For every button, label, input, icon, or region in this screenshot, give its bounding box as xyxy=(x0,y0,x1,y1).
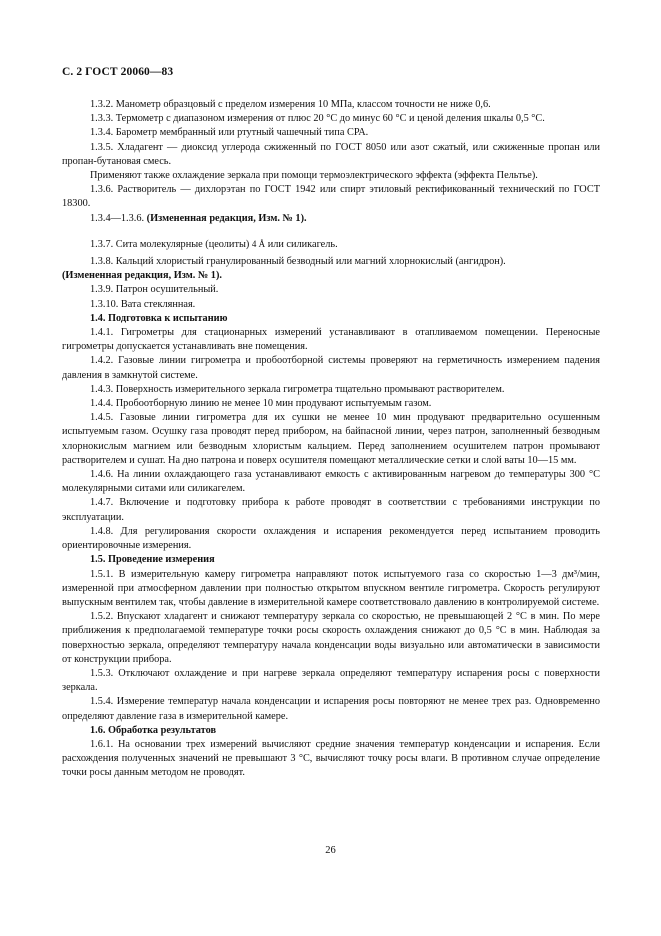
section-heading-text: 1.4. Подготовка к испытанию xyxy=(90,312,228,324)
clause-paragraph xyxy=(62,237,600,252)
clause-text: 1.4.1. Гигрометры для стационарных измерений устанавливают в отапливаемом помещении. Переносные гигрометры допускается устанавливать вне помещения. xyxy=(62,327,600,353)
pore-size-mark: 4 Å xyxy=(251,238,266,249)
clause-text: 1.3.5. Хладагент — диоксид углерода сжиженный по ГОСТ 8050 или азот сжатый, или сжиженные пропан или пропан-бутановая смесь. xyxy=(62,141,600,167)
clause-text: 1.4.4. Пробоотборную линию не менее 10 мин продувают испытуемым газом. xyxy=(90,398,432,410)
page-number: 26 xyxy=(325,845,336,856)
clause-text: 1.5.3. Отключают охлаждение и при нагреве зеркала определяют температуру испарения росы с поверхности зеркала. xyxy=(62,667,600,694)
clause-text: 1.3.7. Сита молекулярные (цеолиты) xyxy=(90,238,250,250)
clause-text-tail: или силикагель. xyxy=(267,238,338,250)
clause-text: 1.4.2. Газовые линии гигрометра и пробоотборной системы проверяют на герметичность измерением падения давления в замкнутой системе. xyxy=(62,355,600,381)
section-heading xyxy=(62,312,600,326)
clause-text: 1.3.4. Барометр мембранный или ртутный чашечный типа СРА. xyxy=(90,127,369,139)
clause-paragraph xyxy=(62,141,600,169)
clause-text: 1.4.7. Включение и подготовку прибора к работе проводят в соответствии с требованиями инструкции по эксплуатации. xyxy=(62,497,600,523)
amendment-note xyxy=(62,269,600,283)
clause-paragraph xyxy=(62,496,600,524)
clause-text: 1.3.9. Патрон осушительный. xyxy=(90,284,219,296)
clause-paragraph xyxy=(62,354,600,382)
clause-paragraph xyxy=(62,383,600,397)
clause-paragraph xyxy=(62,298,600,312)
clause-text: 1.3.4—1.3.6. xyxy=(90,212,145,224)
clause-paragraph xyxy=(62,283,600,297)
clause-paragraph xyxy=(62,738,600,781)
section-heading-text: 1.6. Обработка результатов xyxy=(90,724,217,736)
clause-text: 1.4.8. Для регулирования скорости охлаждения и испарения рекомендуется перед испытанием проводить ориентировочные измерения. xyxy=(62,525,600,552)
clause-text: 1.4.6. На линии охлаждающего газа устанавливают емкость с активированным нагревом до температуры 300 °С молекулярными ситами или силикагелем. xyxy=(62,469,600,495)
clause-text: 1.5.2. Впускают хладагент и снижают температуру зеркала со скоростью, не превышающей 2 °С в мин. По мере приближения к предполагаемой температуре точки росы скорость охлаждения снижают до 0,5 °С в мин. Наблюдая за поверхностью зеркала, определяют температуру начала конденсации воды визуально или автоматически в зависимости от конструкции прибора. xyxy=(62,611,600,665)
clause-text: 1.5.1. В измерительную камеру гигрометра направляют поток испытуемого газа со скоростью 1—3 дм³/мин, измеренной при атмосферном давлении при полностью открытом впускном вентиле гигрометра. Скорость регулируют выпускным вентилем так, чтобы давление в измерительной камере соответствовало давлению в контролируемой системе. xyxy=(62,568,600,608)
clause-paragraph xyxy=(62,98,600,112)
clause-text: 1.4.3. Поверхность измерительного зеркала гигрометра тщательно промывают растворителем. xyxy=(90,383,505,395)
clause-paragraph xyxy=(62,610,600,667)
clause-paragraph xyxy=(62,695,600,723)
clause-paragraph xyxy=(62,126,600,140)
amendment-note-text: (Измененная редакция, Изм. № 1). xyxy=(146,212,307,224)
clause-text: 1.6.1. На основании трех измерений вычисляют средние значения температур конденсации и испарения. Если расхождения полученных значений не превышают 3 °С, вычисляют точку росы влаги. В противном случае определение точки росы данным методом не проводят. xyxy=(62,738,600,779)
clause-paragraph xyxy=(62,169,600,183)
clause-paragraph xyxy=(62,255,600,269)
clause-text: 1.3.2. Манометр образцовый с пределом измерения 10 МПа, классом точности не ниже 0,6. xyxy=(90,99,491,110)
amendment-note-text: (Измененная редакция, Изм. № 1). xyxy=(62,270,222,282)
clause-text: 1.3.8. Кальций хлористый гранулированный безводный или магний хлорнокислый (ангидрон). xyxy=(90,256,506,268)
clause-paragraph xyxy=(62,468,600,496)
document-body xyxy=(62,98,600,781)
section-heading-text: 1.5. Проведение измерения xyxy=(90,554,215,566)
clause-paragraph xyxy=(62,411,600,468)
clause-paragraph xyxy=(62,568,600,611)
section-heading xyxy=(62,553,600,567)
clause-text: 1.3.10. Вата стеклянная. xyxy=(90,298,196,310)
section-heading xyxy=(62,724,600,738)
clause-text: 1.3.6. Растворитель — дихлорэтан по ГОСТ 1942 или спирт этиловый ректификованный технический по ГОСТ 18300. xyxy=(62,184,600,210)
clause-text: 1.4.5. Газовые линии гигрометра для их сушки не менее 10 мин продувают предварительно осушенным испытуемым газом. Осушку газа проводят перед прибором, на байпасной линии, через патрон, заполненный безводным хлорнокислым магнием или безводным хлористым кальцием. Перед заполнением осушителем патрон промывают растворителем и сушат. На дно патрона и поверх осушителя помещают металлические сетки и слой ваты 10—15 мм. xyxy=(62,412,600,466)
clause-paragraph xyxy=(62,667,600,695)
clause-paragraph xyxy=(62,397,600,411)
paragraph-gap xyxy=(62,226,600,237)
page-header: С. 2 ГОСТ 20060—83 xyxy=(62,66,174,78)
clause-paragraph xyxy=(62,212,600,226)
clause-paragraph xyxy=(62,326,600,354)
clause-paragraph xyxy=(62,112,600,126)
clause-paragraph xyxy=(62,525,600,553)
clause-paragraph xyxy=(62,183,600,211)
clause-text: 1.3.3. Термометр с диапазоном измерения от плюс 20 °С до минус 60 °С и ценой деления шкалы 0,5 °С. xyxy=(90,113,545,125)
clause-text: 1.5.4. Измерение температур начала конденсации и испарения росы повторяют не менее трех раз. Одновременно определяют давление газа в измерительной камере. xyxy=(62,696,600,722)
clause-text: Применяют также охлаждение зеркала при помощи термоэлектрического эффекта (эффекта Пельтье). xyxy=(90,170,538,182)
